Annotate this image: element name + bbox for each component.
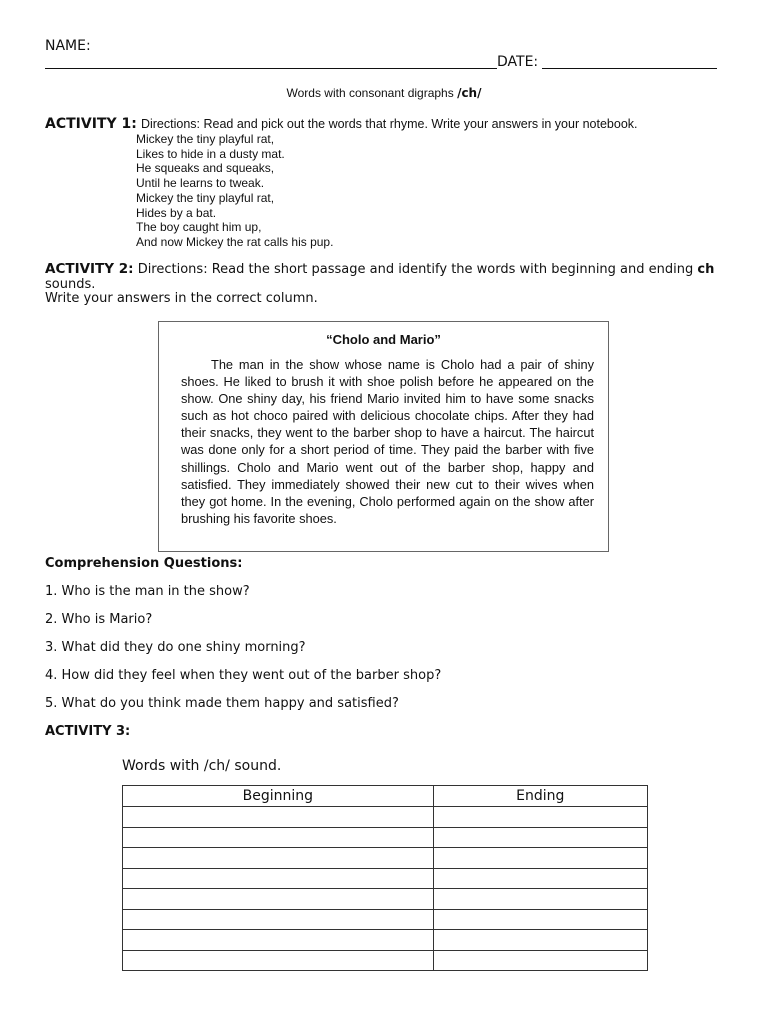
- ending-cell[interactable]: [433, 868, 647, 889]
- poem-line: Hides by a bat.: [136, 205, 217, 220]
- ending-cell[interactable]: [433, 930, 647, 951]
- date-blank-line[interactable]: [542, 68, 717, 69]
- question: 3. What did they do one shiny morning?: [45, 640, 306, 655]
- beginning-cell[interactable]: [123, 909, 434, 930]
- ending-cell[interactable]: [433, 909, 647, 930]
- story-title: “Cholo and Mario”: [326, 332, 441, 347]
- poem-line: He squeaks and squeaks,: [136, 161, 275, 176]
- column-header-beginning: Beginning: [123, 786, 434, 807]
- table-row: [123, 827, 648, 848]
- ending-cell[interactable]: [433, 889, 647, 910]
- title-digraph: /ch/: [457, 86, 482, 100]
- question: 2. Who is Mario?: [45, 612, 153, 627]
- ch-sound-table: [122, 785, 648, 971]
- poem: [136, 132, 333, 250]
- column-header-ending: Ending: [433, 786, 647, 807]
- poem-line: And now Mickey the rat calls his pup.: [136, 234, 334, 249]
- poem-line: The boy caught him up,: [136, 220, 262, 235]
- activity2-directions-line2: Write your answers in the correct column.: [45, 291, 318, 306]
- question: 5. What do you think made them happy and satisfied?: [45, 696, 399, 711]
- beginning-cell[interactable]: [123, 950, 434, 971]
- comprehension-heading: Comprehension Questions:: [45, 556, 243, 571]
- table-row: [123, 930, 648, 951]
- ending-cell[interactable]: [433, 950, 647, 971]
- activity2-directions-part2: sounds.: [45, 276, 96, 292]
- activity3-heading: ACTIVITY 3:: [45, 724, 131, 739]
- title-text: Words with consonant digraphs: [286, 86, 454, 100]
- beginning-cell[interactable]: [123, 889, 434, 910]
- activity1-directions-text: Directions: Read and pick out the words that rhyme. Write your answers in your notebook.: [140, 117, 638, 131]
- beginning-cell[interactable]: [123, 827, 434, 848]
- beginning-cell[interactable]: [123, 807, 434, 828]
- name-blank-line[interactable]: [45, 68, 497, 69]
- beginning-cell[interactable]: [123, 868, 434, 889]
- poem-line: Likes to hide in a dusty mat.: [136, 146, 285, 161]
- table-header-row: [123, 786, 648, 807]
- activity1-heading: ACTIVITY 1:: [45, 116, 137, 132]
- worksheet-title: [0, 86, 768, 100]
- name-label: NAME:: [45, 38, 91, 54]
- table-row: [123, 868, 648, 889]
- poem-line: Mickey the tiny playful rat,: [136, 190, 275, 205]
- ending-cell[interactable]: [433, 807, 647, 828]
- activity2-directions-bold: ch: [697, 262, 715, 277]
- date-label: DATE:: [497, 54, 539, 70]
- activity2-directions-part1: Directions: Read the short passage and identify the words with beginning and ending: [137, 262, 694, 277]
- question: 4. How did they feel when they went out of the barber shop?: [45, 668, 442, 683]
- poem-line: Until he learns to tweak.: [136, 176, 265, 191]
- table-row: [123, 889, 648, 910]
- question: 1. Who is the man in the show?: [45, 584, 250, 599]
- poem-line: Mickey the tiny playful rat,: [136, 132, 275, 146]
- story-text: The man in the show whose name is Cholo had a pair of shiny shoes. He liked to brush it with shoe polish before he appeared on the show. One shiny day, his friend Mario invited him to have some snacks such as hot choco paired with delicious chocolate chips. After they had their snacks, they went to the barber shop to have a haircut. The haircut was done only for a short period of time. They paid the barber with five shillings. Cholo and Mario went out of the barber shop, happy and satisfied. They immediately showed their new cut to their wives when they got home. In the evening, Cholo performed again on the show after brushing his favorite shoes.: [181, 357, 594, 526]
- activity1-directions: [45, 116, 638, 132]
- table-row: [123, 950, 648, 971]
- table-caption: Words with /ch/ sound.: [122, 758, 282, 774]
- activity2-heading: ACTIVITY 2:: [45, 261, 134, 277]
- activity2-directions: [45, 262, 725, 307]
- beginning-cell[interactable]: [123, 930, 434, 951]
- ending-cell[interactable]: [433, 848, 647, 869]
- table-row: [123, 848, 648, 869]
- beginning-cell[interactable]: [123, 848, 434, 869]
- table-row: [123, 909, 648, 930]
- ending-cell[interactable]: [433, 827, 647, 848]
- table-row: [123, 807, 648, 828]
